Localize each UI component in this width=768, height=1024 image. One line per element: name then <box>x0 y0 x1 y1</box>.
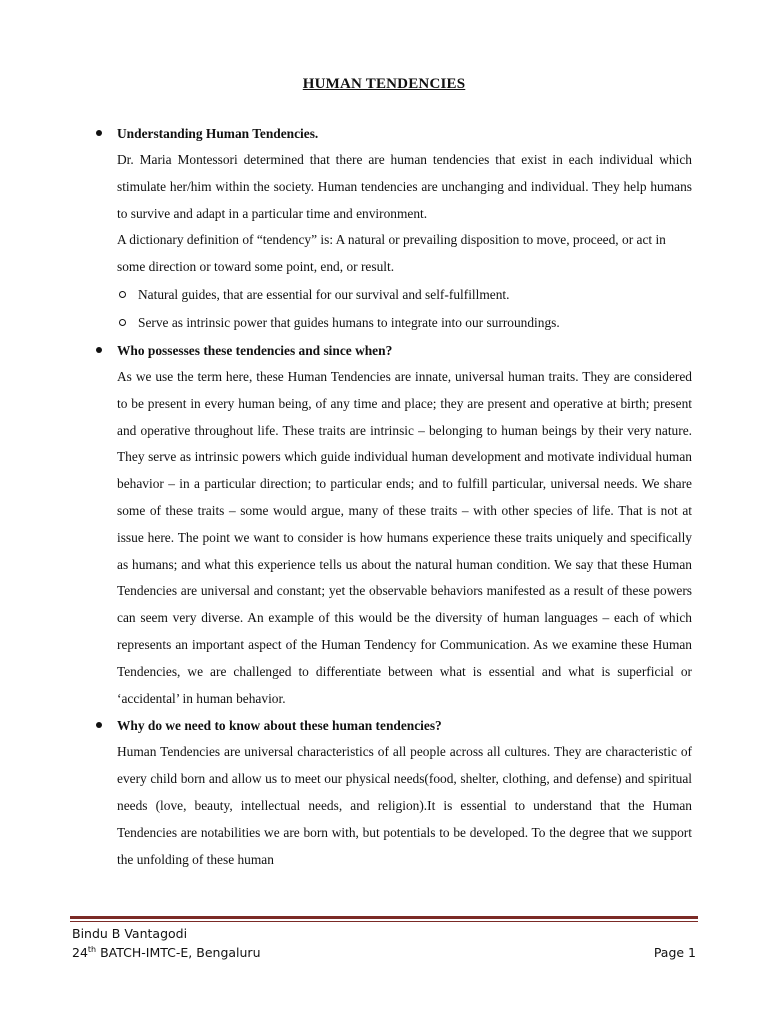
paragraph: Dr. Maria Montessori determined that there are human tendencies that exist in each individual which stimulate her/him within the society. Human tendencies are unchanging and individual. They help humans to survive and adapt in a particular time and environment. <box>117 152 692 221</box>
batch-text: BATCH-IMTC-E, Bengaluru <box>96 945 261 960</box>
section-heading <box>96 337 692 364</box>
footer-batch <box>72 945 261 960</box>
sub-list-item-text: Natural guides, that are essential for our survival and self-fulfillment. <box>138 286 510 302</box>
section-understanding <box>96 120 692 337</box>
section-heading-text: Why do we need to know about these human tendencies? <box>117 718 442 734</box>
footer-divider-thin <box>70 921 698 922</box>
batch-number: 24 <box>72 945 88 960</box>
batch-ordinal: th <box>87 944 97 954</box>
footer-divider <box>70 916 698 919</box>
section-heading <box>96 712 692 739</box>
section-who-possesses <box>96 337 692 712</box>
sub-list-item <box>96 309 692 337</box>
page-footer <box>72 924 696 963</box>
section-heading <box>96 120 692 147</box>
page-number: Page 1 <box>653 945 696 960</box>
paragraph: A dictionary definition of “tendency” is: A natural or prevailing disposition to move, proceed, or act in some direction or toward some point, end, or result. <box>117 232 666 275</box>
bullet-icon <box>96 347 102 353</box>
paragraph: As we use the term here, these Human Tendencies are innate, universal human traits. They are considered to be present in every human being, of any time and place; they are present and operative at birth; present and operative throughout life. These traits are intrinsic – belonging to human beings by their very nature. They serve as intrinsic powers which guide individual human development and motivate individual human behavior – in a particular direction; to particular ends; and to fulfill particular, universal needs. We share some of these traits – some would argue, many of these traits – with other species of life. That is not at issue here. The point we want to consider is how humans experience these traits uniquely and specifically as humans; and what this experience tells us about the natural human condition. We say that these Human Tendencies are universal and constant; yet the observable behaviors manifested as a result of these powers can seem very diverse. An example of this would be the diversity of human languages – each of which represents an important aspect of the Human Tendency for Communication. As we examine these Human Tendencies, we are challenged to differentiate between what is essential and what is superficial or ‘accidental’ in human behavior. <box>117 368 692 706</box>
hollow-bullet-icon <box>119 291 126 298</box>
bullet-icon <box>96 722 102 728</box>
document-title: HUMAN TENDENCIES <box>302 76 466 92</box>
section-heading-text: Who possesses these tendencies and since when? <box>117 342 393 358</box>
hollow-bullet-icon <box>119 319 126 326</box>
section-heading-text: Understanding Human Tendencies. <box>117 126 319 141</box>
paragraph: Human Tendencies are universal characteristics of all people across all cultures. They are characteristic of every child born and allow us to meet our physical needs(food, shelter, clothing, and defense) and spiritual needs (love, beauty, intellectual needs, and religion).It is essential to understand that the Human Tendencies are notabilities we are born with, but potentials to be developed. To the degree that we support the unfolding of these human <box>117 744 692 867</box>
sub-list-item-text: Serve as intrinsic power that guides humans to integrate into our surroundings. <box>138 314 560 330</box>
section-why-know <box>96 712 692 873</box>
footer-author: Bindu B Vantagodi <box>72 926 188 941</box>
document-body <box>96 120 692 873</box>
footer-line <box>72 943 696 963</box>
bullet-icon <box>96 130 102 136</box>
sub-list-item <box>96 281 692 309</box>
